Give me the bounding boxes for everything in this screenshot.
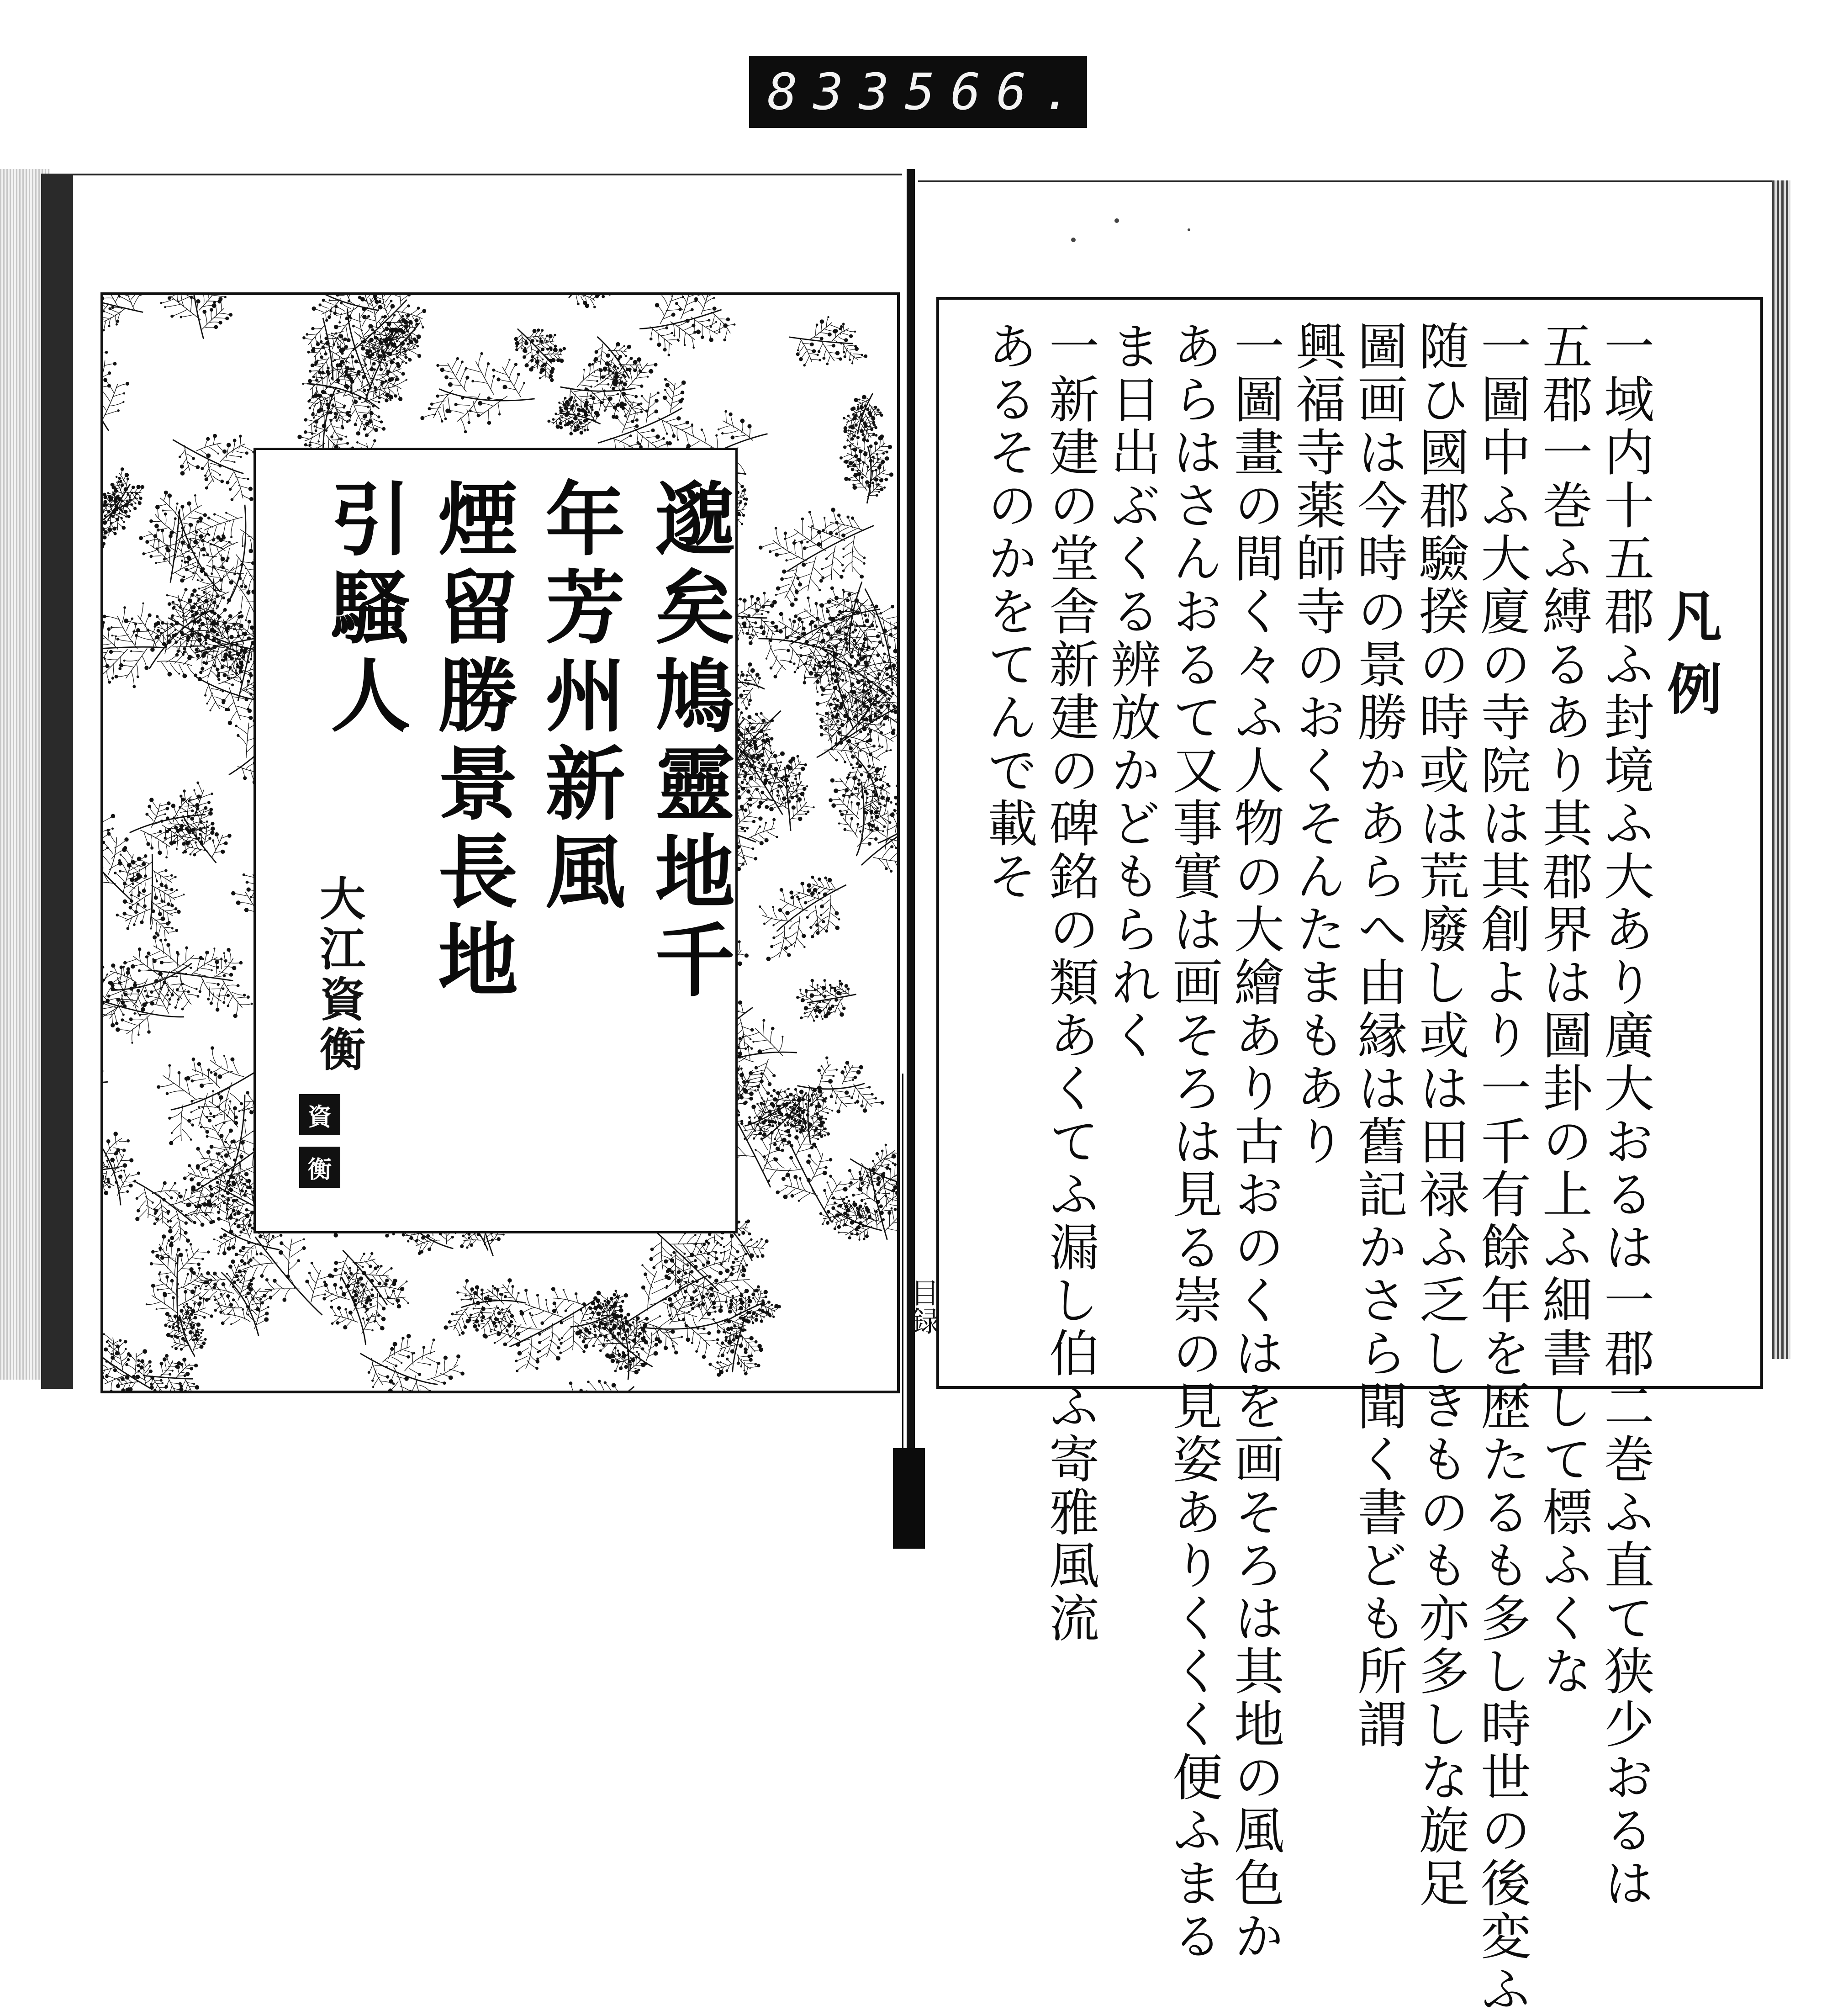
section-heading: 凡例 <box>1652 300 1729 734</box>
text-column-6: 興福寺薬師寺のおくそんたまもあり <box>1282 320 1346 1168</box>
calligraphy-panel <box>253 448 738 1233</box>
book-edge-right <box>1772 180 1790 1359</box>
text-column-1: 一域内十五郡ふ封境ふ大あり廣大おるは一郡二巻ふ直て狭少おるは <box>1590 320 1654 1910</box>
seal-stamp-1: 資 <box>299 1094 340 1135</box>
inscription-column-2: 年芳州新風 <box>539 477 619 918</box>
text-column-8: あらはさんおるて又事實は画そろは見る崇の見姿ありくくく便ふまる <box>1158 320 1222 1963</box>
catalog-number-left: 833 <box>767 63 905 121</box>
paper-speck <box>1188 228 1190 231</box>
inscription-column-4: 引騷人 <box>324 477 404 742</box>
text-column-9: ま日出ぶくる辨放かどもられく <box>1097 320 1161 1062</box>
text-column-11: あるそのかをてんで載そ <box>973 320 1037 903</box>
paper-speck <box>1114 218 1119 223</box>
inscription-column-3: 煙留勝景長地 <box>432 477 512 1006</box>
text-column-7: 一圖畫の間く々ふ人物の大繪あり古おのくはを画そろは其地の風色か <box>1220 320 1284 1963</box>
book-spine-left <box>41 174 73 1389</box>
text-column-4: 随ひ國郡驗揆の時或は荒廢し或は田禄ふ乏しきものも亦多しな旋足 <box>1405 320 1469 1910</box>
catalog-number-right: 566. <box>905 63 1088 121</box>
gutter-margin-label: 目録 <box>911 1243 934 1370</box>
paper-speck <box>1071 238 1076 242</box>
inscription-column-1: 邈矣鳩靈地千 <box>649 477 729 1006</box>
gutter-foot-shadow <box>893 1448 925 1549</box>
text-column-3: 一圖中ふ大廈の寺院は其創より一千有餘年を歴たるも多し時世の後変ふ <box>1467 320 1531 2016</box>
calligrapher-signature: 大江資衡 <box>306 875 372 1076</box>
text-column-5: 圖画は今時の景勝かあらへ由縁は舊記かさら聞く書ども所謂 <box>1343 320 1407 1751</box>
catalog-label-bar <box>749 56 1087 128</box>
text-column-2: 五郡一巻ふ縛るあり其郡界は圖卦の上ふ細書して標ふくな <box>1528 320 1592 1698</box>
foreword-text-frame <box>936 297 1763 1389</box>
text-column-10: 一新建の堂舎新建の碑銘の類あくてふ漏し伯ふ寄雅風流 <box>1035 320 1099 1645</box>
seal-stamp-2: 衡 <box>299 1147 340 1188</box>
